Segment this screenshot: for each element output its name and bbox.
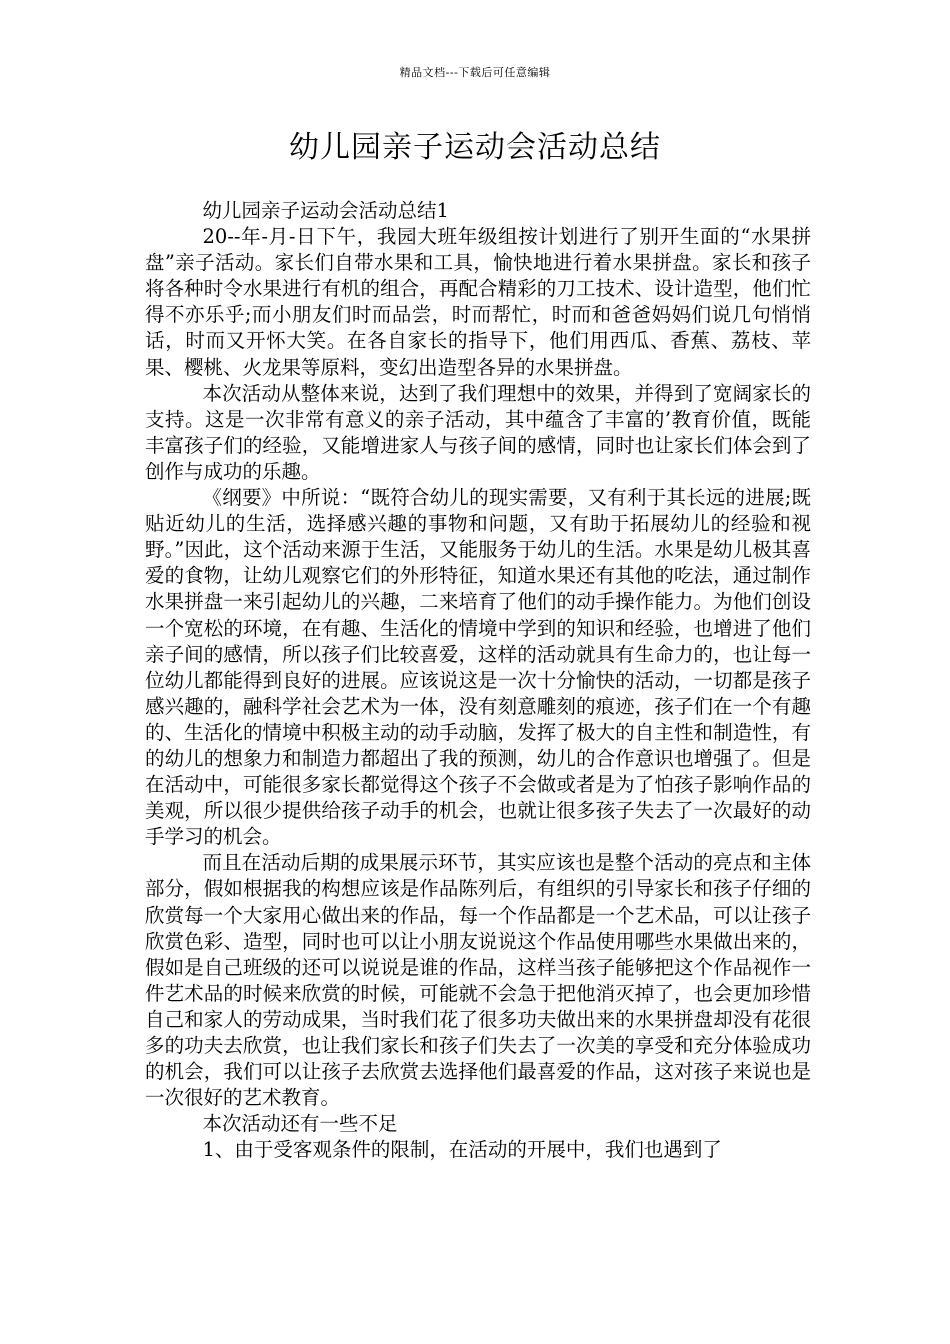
section-heading: 幼儿园亲子运动会活动总结1: [202, 199, 449, 222]
paragraph: 本次活动还有一些不足: [202, 1112, 398, 1136]
document-body: [145, 198, 811, 1163]
paragraph: 1、由于受客观条件的限制，在活动的开展中，我们也遇到了: [202, 1138, 722, 1162]
header-note: 精品文档---下载后可任意编辑: [399, 66, 551, 79]
document-title: 幼儿园亲子运动会活动总结: [289, 130, 661, 165]
paragraph: 20--年-月-日下午，我园大班年级组按计划进行了别开生面的“水果拼盘”亲子活动。家长们自带水果和工具，愉快地进行着水果拼盘。家长和孩子将各种时令水果进行有机的组合，再配合精彩的刀工技术、设计造型，他们忙得不亦乐乎;而小朋友们时而品尝，时而帮忙，时而和爸爸妈妈们说几句悄悄话，时而又开怀大笑。在各自家长的指导下，他们用西瓜、香蕉、荔枝、苹果、樱桃、火龙果等原料，变幻出造型各异的水果拼盘。: [145, 225, 811, 379]
paragraph: 本次活动从整体来说，达到了我们理想中的效果，并得到了宽阔家长的支持。这是一次非常有意义的亲子活动，其中蕴含了丰富的’教育价值，既能丰富孩子们的经验，又能增进家人与孩子间的感情，同时也让家长们体会到了创作与成功的乐趣。: [145, 381, 811, 483]
paragraph: 《纲要》中所说：“既符合幼儿的现实需要，又有利于其长远的进展;既贴近幼儿的生活，选择感兴趣的事物和问题，又有助于拓展幼儿的经验和视野。”因此，这个活动来源于生活，又能服务于幼儿的生活。水果是幼儿极其喜爱的食物，让幼儿观察它们的外形特征，知道水果还有其他的吃法，通过制作水果拼盘一来引起幼儿的兴趣，二来培育了他们的动手操作能力。为他们创设一个宽松的环境，在有趣、生活化的情境中学到的知识和经验，也增进了他们亲子间的感情，所以孩子们比较喜爱，这样的活动就具有生命力的，也让每一位幼儿都能得到良好的进展。应该说这是一次十分愉快的活动，一切都是孩子感兴趣的，融科学社会艺术为一体，没有刻意雕刻的痕迹，孩子们在一个有趣的、生活化的情境中积极主动的动手动脑，发挥了极大的自主性和制造性，有的幼儿的想象力和制造力都超出了我的预测，幼儿的合作意识也增强了。但是在活动中，可能很多家长都觉得这个孩子不会做或者是为了怕孩子影响作品的美观，所以很少提供给孩子动手的机会，也就让很多孩子失去了一次最好的动手学习的机会。: [145, 486, 811, 849]
paragraph: 而且在活动后期的成果展示环节，其实应该也是整个活动的亮点和主体部分，假如根据我的构想应该是作品陈列后，有组织的引导家长和孩子仔细的欣赏每一个大家用心做出来的作品，每一个作品都是一个艺术品，可以让孩子欣赏色彩、造型，同时也可以让小朋友说说这个作品使用哪些水果做出来的，假如是自己班级的还可以说说是谁的作品，这样当孩子能够把这个作品视作一件艺术品的时候来欣赏的时候，可能就不会急于把他消灭掉了，也会更加珍惜自己和家人的劳动成果，当时我们花了很多功夫做出来的水果拼盘却没有花很多的功夫去欣赏，也让我们家长和孩子们失去了一次美的享受和充分体验成功的机会，我们可以让孩子去欣赏去选择他们最喜爱的作品，这对孩子来说也是一次很好的艺术教育。: [145, 851, 811, 1110]
